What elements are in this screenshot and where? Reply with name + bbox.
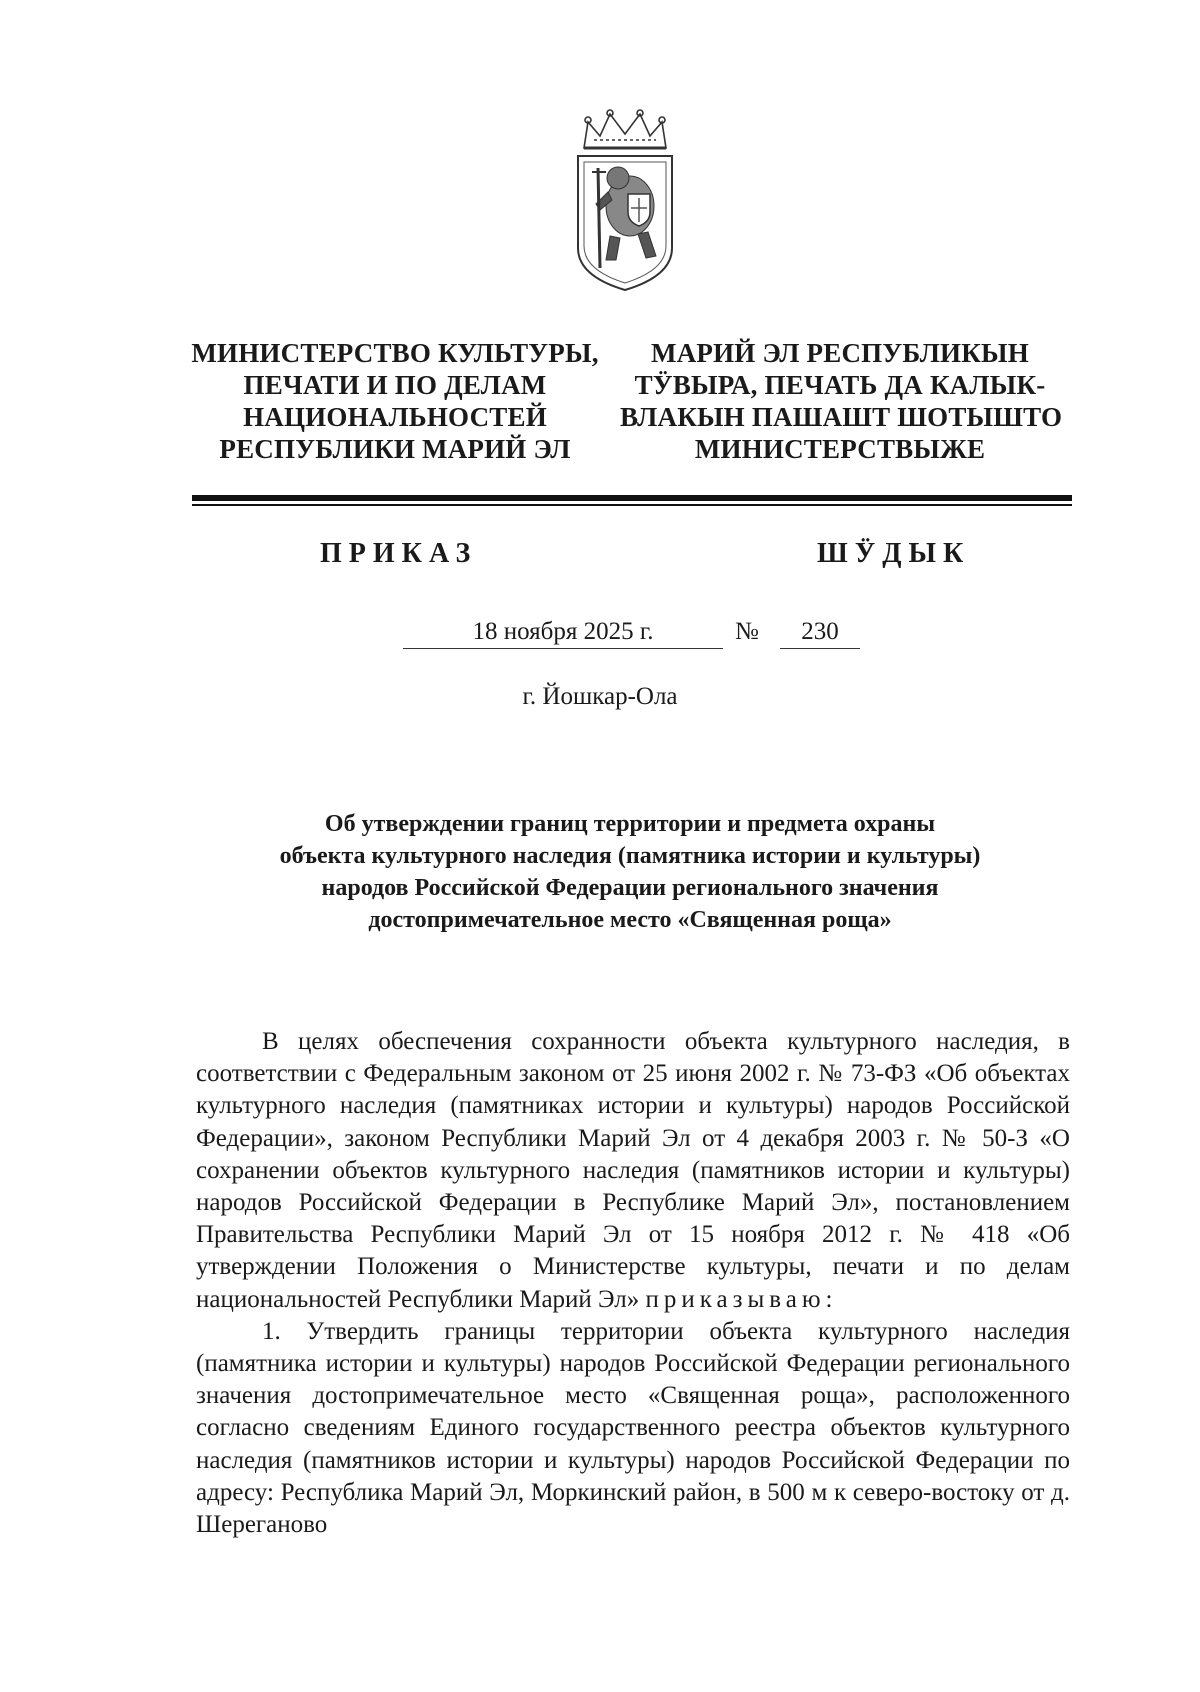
preamble-text: В целях обеспечения сохранности объекта культурного наследия, в соответствии с Федеральным законом от 25 июня 2002 г. № 73-ФЗ «Об объектах культурного наследия (памятниках истории и культуры) народов Российской Федерации», законом Республики Марий Эл от 4 декабря 2003 г. № 50-З «О сохранении объектов культурного наследия (памятников истории и культуры) народов Российской Федерации в Республике Марий Эл», постановлением Правительства Республики Марий Эл от 15 ноября 2012 г. № 418 «Об утверждении Положения о Министерстве культуры, печати и по делам национальностей Республики Марий Эл» (196, 1028, 1070, 1313)
order-number: 230 (780, 616, 860, 649)
org-name-ru (180, 337, 610, 465)
org-mari-line: МИНИСТЕРСТВЫЖЕ (694, 434, 986, 464)
coat-of-arms-icon (570, 108, 680, 294)
header-divider (192, 495, 1072, 501)
org-ru-line: ПЕЧАТИ И ПО ДЕЛАМ (243, 370, 547, 400)
body-paragraph (196, 1026, 1070, 1316)
org-mari-line: ТӰВЫРА, ПЕЧАТЬ ДА КАЛЫК- (634, 370, 1046, 400)
title-line: достопримечательное место «Священная роща» (368, 907, 892, 933)
doc-type-mari: ШӰДЫК (817, 538, 971, 569)
number-sign: № (735, 618, 759, 645)
org-mari-line: МАРИЙ ЭЛ РЕСПУБЛИКЫН (651, 338, 1029, 368)
org-ru-line: РЕСПУБЛИКИ МАРИЙ ЭЛ (219, 434, 571, 464)
org-mari-line: ВЛАКЫН ПАШАШТ ШОТЫШТО (620, 402, 1063, 432)
document-body (196, 1026, 1070, 1541)
order-date: 18 ноября 2025 г. (403, 616, 723, 649)
city: г. Йошкар-Ола (522, 683, 678, 710)
org-name-mari (620, 337, 1063, 465)
title-line: народов Российской Федерации регионального значения (321, 875, 939, 901)
body-paragraph: 1. Утвердить границы территории объекта культурного наследия (памятника истории и культуры) народов Российской Федерации регионального значения достопримечательное место «Священная роща», расположенного согласно сведениям Единого государственного реестра объектов культурного наследия (памятников истории и культуры) народов Российской Федерации по адресу: Республика Марий Эл, Моркинский район, в 500 м к северо-востоку от д. Шереганово (196, 1317, 1070, 1539)
doc-type-ru: ПРИКАЗ (320, 538, 478, 569)
org-ru-line: МИНИСТЕРСТВО КУЛЬТУРЫ, (191, 338, 599, 368)
document-title (160, 808, 1100, 936)
title-line: объекта культурного наследия (памятника истории и культуры) (279, 843, 981, 869)
order-verb: приказываю: (645, 1285, 838, 1313)
title-line: Об утверждении границ территории и предмета охраны (324, 811, 936, 837)
header-divider-thin (192, 504, 1072, 506)
org-ru-line: НАЦИОНАЛЬНОСТЕЙ (243, 402, 547, 432)
